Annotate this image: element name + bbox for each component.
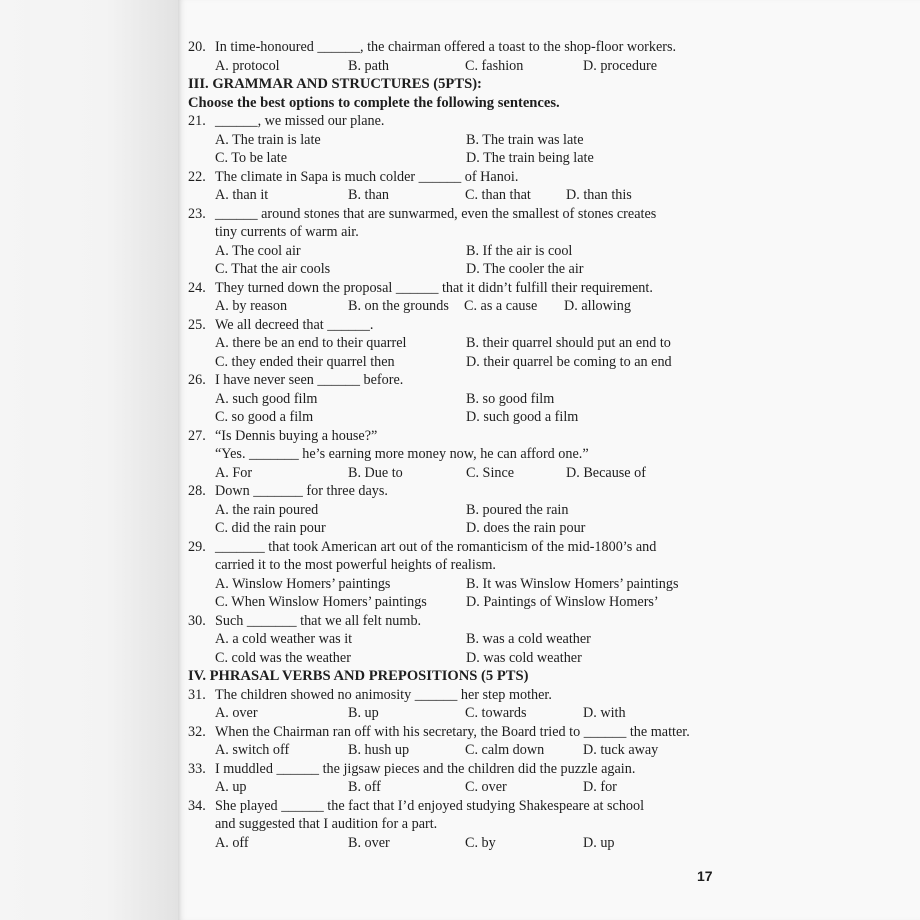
question-text: “Is Dennis buying a house?” — [215, 427, 378, 444]
question-31 — [188, 686, 748, 723]
option-d: D. tuck away — [583, 742, 659, 758]
question-number: 21. — [188, 113, 206, 129]
question-number: 28. — [188, 483, 206, 499]
option-b: B. their quarrel should put an end to — [466, 335, 671, 351]
option-d: D. Because of — [566, 464, 646, 481]
section-heading-grammar: III. GRAMMAR AND STRUCTURES (5PTS): — [188, 76, 482, 92]
question-26 — [188, 371, 748, 427]
question-text-continued: and suggested that I audition for a part. — [215, 816, 438, 832]
option-d: D. up — [583, 834, 615, 851]
question-34 — [188, 797, 748, 853]
question-33 — [188, 760, 748, 797]
option-c: C. calm down — [465, 742, 545, 758]
section-heading-phrasal-verbs: IV. PHRASAL VERBS AND PREPOSITIONS (5 PTS) — [188, 668, 529, 684]
option-d: D. was cold weather — [466, 649, 582, 666]
option-a: A. up — [215, 779, 247, 795]
option-a: A. such good film — [215, 390, 318, 407]
question-22 — [188, 168, 748, 205]
question-number: 26. — [188, 372, 206, 388]
question-25 — [188, 316, 748, 372]
question-text: We all decreed that ______. — [215, 316, 374, 333]
option-c: C. by — [465, 834, 496, 851]
option-c: C. Since — [466, 464, 515, 481]
option-d: D. does the rain pour — [466, 520, 586, 536]
question-number: 32. — [188, 723, 206, 740]
page-number: 17 — [697, 868, 713, 884]
option-b: B. off — [348, 779, 381, 795]
option-b: B. poured the rain — [466, 501, 569, 518]
option-c: C. fashion — [465, 57, 524, 74]
book-page — [178, 0, 920, 920]
option-a: A. protocol — [215, 57, 280, 74]
question-27 — [188, 427, 748, 483]
question-number: 30. — [188, 612, 206, 629]
option-c: C. did the rain pour — [215, 520, 326, 536]
option-b: B. so good film — [466, 390, 555, 407]
option-a: A. a cold weather was it — [215, 631, 353, 647]
question-text: In time-honoured ______, the chairman offered a toast to the shop-floor workers. — [215, 39, 677, 55]
option-d: D. than this — [566, 187, 632, 203]
option-b: B. If the air is cool — [466, 242, 573, 259]
question-number: 24. — [188, 279, 206, 296]
question-text-continued: tiny currents of warm air. — [215, 224, 359, 240]
question-text: They turned down the proposal ______ that it didn’t fulfill their requirement. — [215, 279, 653, 296]
question-text: ______ around stones that are sunwarmed, even the smallest of stones creates — [215, 205, 657, 222]
question-text: The climate in Sapa is much colder ______ of Hanoi. — [215, 168, 519, 185]
option-a: A. by reason — [215, 298, 288, 314]
option-d: D. Paintings of Winslow Homers’ — [466, 594, 659, 610]
book-spine-margin — [0, 0, 178, 920]
option-c: C. That the air cools — [215, 261, 331, 277]
option-d: D. allowing — [564, 298, 631, 314]
option-a: A. Winslow Homers’ paintings — [215, 575, 391, 592]
option-b: B. up — [348, 705, 379, 721]
option-d: D. for — [583, 779, 617, 795]
question-29 — [188, 538, 748, 612]
question-text: When the Chairman ran off with his secretary, the Board tried to ______ the matter. — [215, 723, 690, 740]
question-number: 22. — [188, 168, 206, 185]
option-b: B. on the grounds — [348, 298, 449, 314]
option-c: C. over — [465, 779, 507, 795]
question-text: ______, we missed our plane. — [215, 113, 385, 129]
option-d: D. with — [583, 705, 626, 721]
question-text: She played ______ the fact that I’d enjoyed studying Shakespeare at school — [215, 797, 645, 814]
section-instruction: Choose the best options to complete the following sentences. — [188, 94, 560, 111]
option-c: C. towards — [465, 705, 527, 721]
question-number: 20. — [188, 39, 206, 55]
question-28 — [188, 482, 748, 538]
option-a: A. The cool air — [215, 242, 301, 259]
question-20 — [188, 38, 748, 75]
option-b: B. over — [348, 834, 390, 851]
option-c: C. When Winslow Homers’ paintings — [215, 594, 427, 610]
question-text: Such _______ that we all felt numb. — [215, 612, 422, 629]
question-text-continued: “Yes. _______ he’s earning more money now, he can afford one.” — [215, 446, 589, 462]
option-d: D. such good a film — [466, 409, 579, 425]
option-b: B. The train was late — [466, 131, 584, 148]
option-b: B. Due to — [348, 464, 403, 481]
question-text: I have never seen ______ before. — [215, 372, 404, 388]
option-b: B. was a cold weather — [466, 631, 591, 647]
option-d: D. procedure — [583, 57, 658, 74]
question-21 — [188, 112, 748, 168]
option-b: B. than — [348, 187, 389, 203]
option-a: A. than it — [215, 187, 269, 203]
option-a: A. over — [215, 705, 258, 721]
question-24 — [188, 279, 748, 316]
option-c: C. as a cause — [464, 298, 538, 314]
option-b: B. It was Winslow Homers’ paintings — [466, 575, 679, 592]
question-number: 29. — [188, 538, 206, 555]
question-text: Down _______ for three days. — [215, 483, 388, 499]
option-c: C. To be late — [215, 150, 288, 166]
option-b: B. hush up — [348, 742, 410, 758]
page-content — [188, 38, 748, 852]
option-d: D. their quarrel be coming to an end — [466, 353, 672, 370]
option-c: C. so good a film — [215, 409, 314, 425]
option-b: B. path — [348, 57, 389, 74]
question-text-continued: carried it to the most powerful heights of realism. — [215, 557, 496, 573]
question-number: 31. — [188, 686, 206, 703]
question-number: 25. — [188, 316, 206, 333]
option-a: A. switch off — [215, 742, 290, 758]
option-d: D. The cooler the air — [466, 261, 584, 277]
question-30 — [188, 612, 748, 668]
question-number: 23. — [188, 205, 206, 222]
question-text: _______ that took American art out of the romanticism of the mid-1800’s and — [215, 538, 657, 555]
question-text: I muddled ______ the jigsaw pieces and the children did the puzzle again. — [215, 760, 636, 777]
option-c: C. than that — [465, 187, 531, 203]
option-a: A. there be an end to their quarrel — [215, 335, 407, 351]
option-a: A. the rain poured — [215, 501, 319, 518]
question-23 — [188, 205, 748, 279]
option-a: A. The train is late — [215, 131, 321, 148]
option-d: D. The train being late — [466, 150, 594, 166]
question-number: 34. — [188, 797, 206, 814]
option-a: A. For — [215, 464, 253, 481]
question-number: 27. — [188, 427, 206, 444]
question-32 — [188, 723, 748, 760]
question-text: The children showed no animosity ______ her step mother. — [215, 686, 552, 703]
option-c: C. cold was the weather — [215, 649, 351, 666]
question-number: 33. — [188, 760, 206, 777]
option-a: A. off — [215, 834, 249, 851]
option-c: C. they ended their quarrel then — [215, 353, 395, 370]
